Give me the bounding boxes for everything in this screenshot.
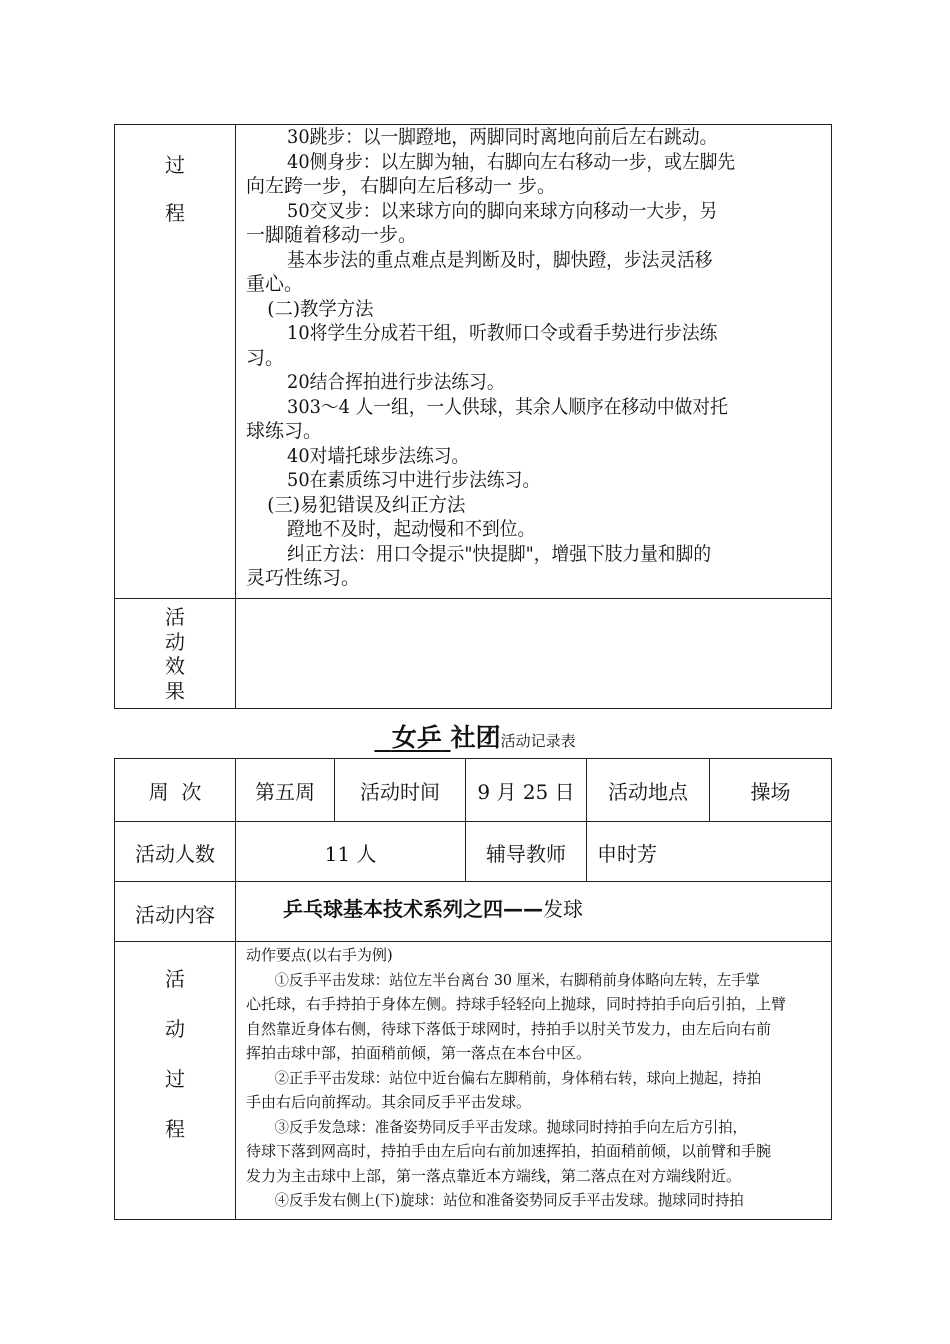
process-line: 基本步法的重点难点是判断及时，脚快蹬，步法灵活移 [287, 248, 713, 271]
activity-line: ①反手平击发球：站位左半台离台 30 厘米，右脚稍前身体略向左转，左手掌 [274, 970, 760, 989]
activity-line: 自然靠近身体右侧，待球下落低于球网时，持拍手以肘关节发力，由左后向右前 [246, 1019, 772, 1038]
week-value: 第五周 [255, 780, 315, 804]
process-line: 蹬地不及时，起动慢和不到位。 [287, 518, 536, 540]
activity-line: ②正手平击发球：站位中近台偏右左脚稍前，身体稍右转，球向上抛起，持拍 [274, 1068, 762, 1087]
process-line: 向左跨一步，右脚向左后移动一 步。 [246, 175, 557, 197]
teacher-value: 申时芳 [597, 842, 657, 866]
activity-line: ④反手发右侧上(下)旋球：站位和准备姿势同反手平击发球。抛球同时持拍 [274, 1191, 744, 1209]
activity-line: 手由右后向前挥动。其余同反手平击发球。 [246, 1093, 532, 1111]
process-line: (二)教学方法 [267, 297, 374, 320]
club-name: 女乒 [391, 723, 442, 752]
time-label: 活动时间 [360, 780, 440, 804]
activity-line: 动作要点(以右手为例) [246, 946, 393, 964]
content-label: 活动内容 [135, 903, 215, 927]
record-title-small: 活动记录表 [500, 732, 576, 750]
people-value: 11 人 [324, 842, 377, 866]
club-suffix: 社团 [450, 723, 501, 752]
process-line: 303～4 人一组，一人供球，其余人顺序在移动中做对托 [287, 395, 728, 418]
place-label: 活动地点 [608, 780, 688, 804]
teacher-label: 辅导教师 [486, 842, 566, 866]
process-line: 纠正方法：用口令提示"快提脚"，增强下肢力量和脚的 [287, 542, 712, 565]
activity-process-label: 活 动 过 程 [165, 967, 185, 1141]
activity-line: 挥拍击球中部，拍面稍前倾，第一落点在本台中区。 [246, 1044, 592, 1062]
place-value: 操场 [750, 780, 791, 804]
activity-line: 待球下落到网高时，持拍手由左后向右前加速挥拍，拍面稍前倾，以前臂和手腕 [246, 1142, 772, 1160]
process-line: 重心。 [246, 273, 304, 295]
effect-label: 活 动 效 果 [165, 605, 185, 703]
process-line: 20结合挥拍进行步法练习。 [287, 371, 505, 393]
activity-line: ③反手发急球：准备姿势同反手平击发球。抛球同时持拍手向左后方引拍， [274, 1117, 747, 1136]
process-label: 过 程 [165, 153, 185, 225]
activity-line: 发力为主击球中上部，第一落点靠近本方端线，第二落点在对方端线附近。 [246, 1166, 742, 1185]
activity-line: 心托球，右手持拍于身体左侧。持球手轻轻向上抛球，同时持拍手向后引拍，上臂 [246, 995, 787, 1013]
process-line: 10将学生分成若干组，听教师口令或看手势进行步法练 [287, 322, 718, 344]
process-line: 球练习。 [246, 420, 323, 442]
people-label: 活动人数 [135, 842, 215, 866]
process-line: 50交叉步：以来球方向的脚向来球方向移动一大步，另 [287, 199, 718, 222]
process-line: 40侧身步：以左脚为轴，右脚向左右移动一步，或左脚先 [287, 150, 736, 173]
process-line: 30跳步：以一脚蹬地，两脚同时离地向前后左右跳动。 [287, 126, 718, 148]
week-label: 周 次 [148, 780, 202, 804]
process-line: (三)易犯错误及纠正方法 [267, 493, 466, 516]
process-line: 50在素质练习中进行步法练习。 [287, 469, 541, 491]
process-line: 灵巧性练习。 [246, 567, 361, 589]
process-line: 习。 [246, 346, 285, 369]
time-value: 9 月 25 日 [477, 780, 575, 804]
process-line: 40对墙托球步法练习。 [287, 444, 470, 467]
activity-topic: 乒乓球基本技术系列之四——发球 [283, 897, 583, 921]
process-line: 一脚随着移动一步。 [246, 224, 418, 246]
